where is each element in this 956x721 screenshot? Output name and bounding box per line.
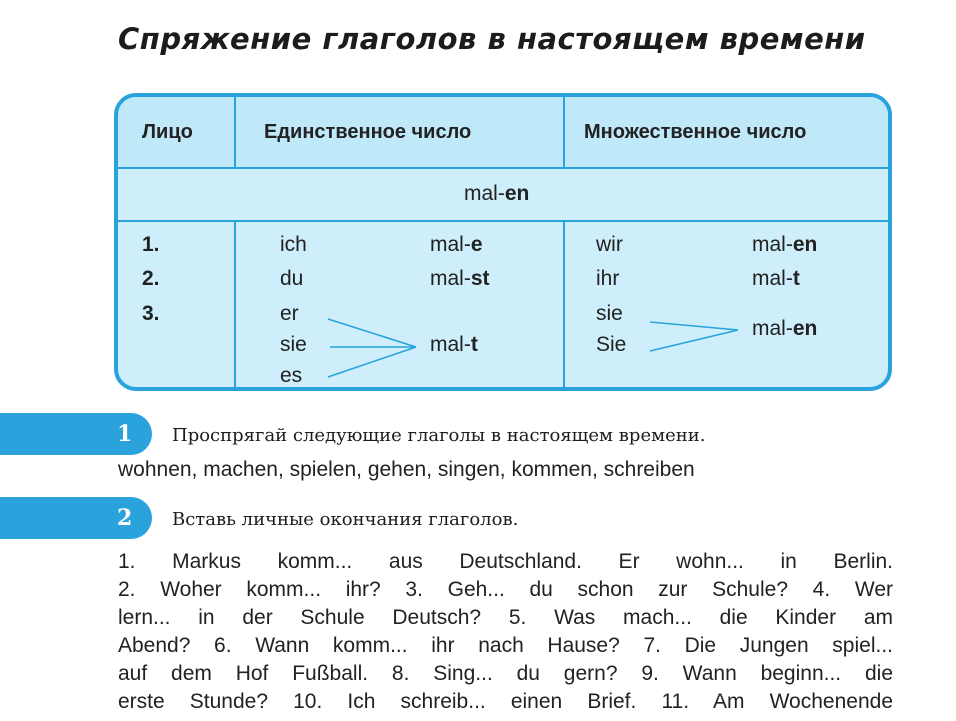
row3-sg-form: mal-t bbox=[430, 333, 478, 356]
exercise2-line: erste Stunde? 10. Ich schreib... einen Brief. 11. Am Wochenende bbox=[118, 690, 893, 713]
exercise2-line: auf dem Hof Fußball. 8. Sing... du gern? 9. Wann beginn... die bbox=[118, 662, 893, 685]
exercise2-text bbox=[118, 548, 893, 716]
row2-sg-form: mal-st bbox=[430, 267, 490, 290]
row1-sg-pronoun: ich bbox=[280, 233, 307, 256]
row2-sg-pronoun: du bbox=[280, 267, 304, 290]
exercise1-verbs: wohnen, machen, spielen, gehen, singen, kommen, schreiben bbox=[118, 458, 695, 481]
row3-sg-pronoun-es: es bbox=[280, 364, 303, 387]
row1-pl-form: mal-en bbox=[752, 233, 818, 256]
stem-ending: en bbox=[504, 182, 530, 205]
exercise2-line: Abend? 6. Wann komm... ihr nach Hause? 7. Die Jungen spiel... bbox=[118, 634, 893, 657]
header-person: Лицо bbox=[142, 120, 193, 143]
arrow-es bbox=[328, 347, 416, 377]
connector-arrows bbox=[118, 97, 892, 391]
arrow-pl-sie bbox=[650, 322, 738, 330]
row3-pl-pronoun-Sie: Sie bbox=[596, 333, 627, 356]
exercise2-line: lern... in der Schule Deutsch? 5. Was mach... die Kinder am bbox=[118, 606, 893, 629]
row3-sg-pronoun-sie: sie bbox=[280, 333, 307, 356]
row3-sg-pronoun-er: er bbox=[280, 302, 299, 325]
row3-pl-form: mal-en bbox=[752, 317, 818, 340]
stem-prefix: mal- bbox=[464, 182, 505, 205]
exercise1-instruction: Проспрягай следующие глаголы в настоящем времени. bbox=[172, 425, 706, 446]
conjugation-table bbox=[114, 93, 892, 391]
row3-person: 3. bbox=[142, 302, 160, 325]
exercise2-line: 1. Markus komm... aus Deutschland. Er wohn... in Berlin. bbox=[118, 550, 893, 573]
page-title: Спряжение глаголов в настоящем времени bbox=[118, 22, 866, 56]
exercise2-number: 2 bbox=[117, 505, 133, 531]
exercise2-instruction: Вставь личные окончания глаголов. bbox=[172, 509, 519, 530]
arrow-pl-Sie bbox=[650, 330, 738, 351]
row1-person: 1. bbox=[142, 233, 160, 256]
row3-pl-pronoun-sie: sie bbox=[596, 302, 623, 325]
row1-pl-pronoun: wir bbox=[596, 233, 623, 256]
header-singular: Единственное число bbox=[264, 120, 472, 143]
header-plural: Множественное число bbox=[584, 120, 807, 143]
row1-sg-form: mal-e bbox=[430, 233, 483, 256]
exercise2-line: 2. Woher komm... ihr? 3. Geh... du schon zur Schule? 4. Wer bbox=[118, 578, 893, 601]
row2-person: 2. bbox=[142, 267, 160, 290]
arrow-er bbox=[328, 319, 416, 347]
row2-pl-form: mal-t bbox=[752, 267, 800, 290]
row2-pl-pronoun: ihr bbox=[596, 267, 620, 290]
exercise1-number: 1 bbox=[117, 421, 133, 447]
